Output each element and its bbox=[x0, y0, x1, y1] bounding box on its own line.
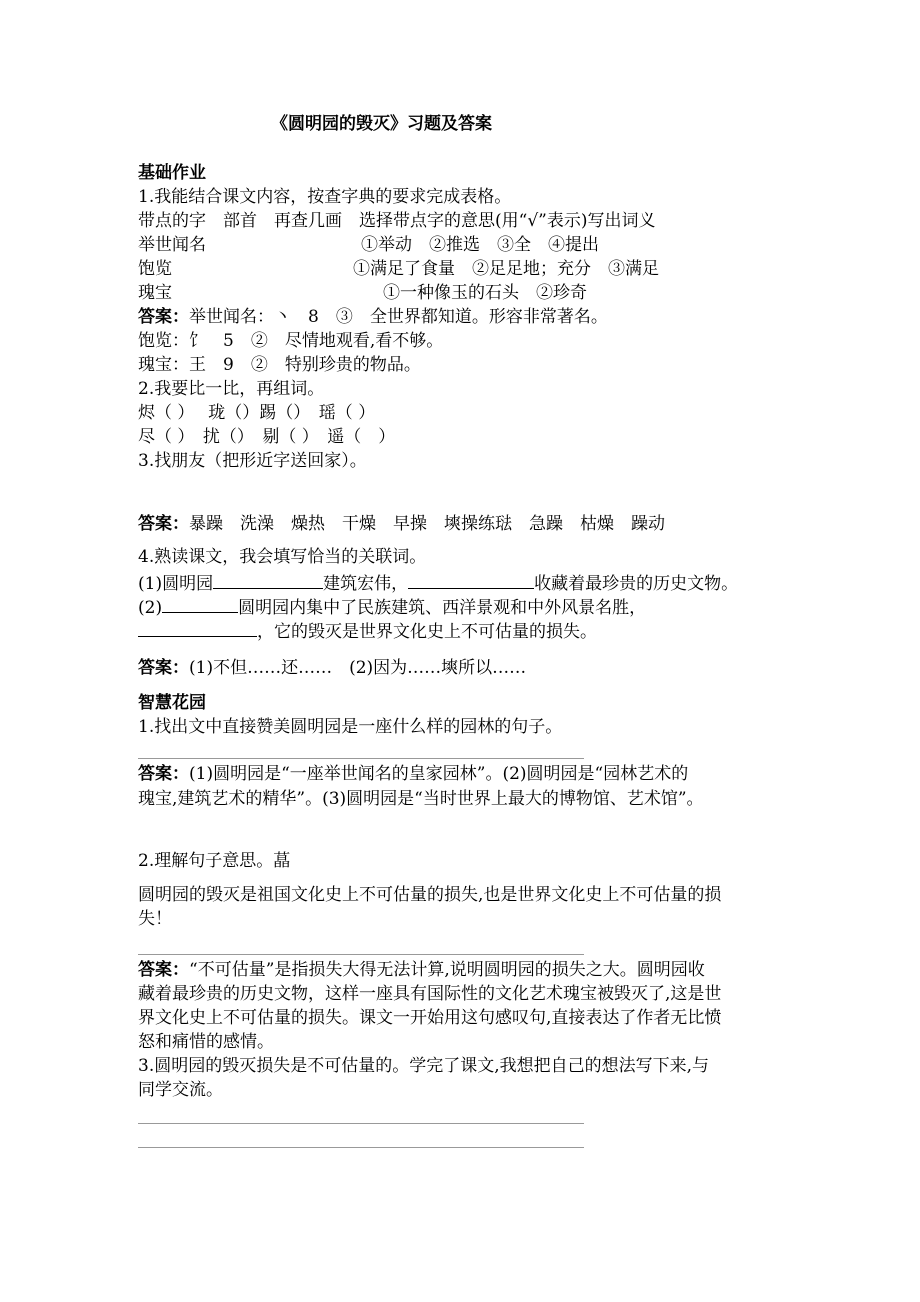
answer-text: 举世闻名：丶 8 ③ 全世界都知道。形容非常著名。 bbox=[189, 307, 608, 327]
question-4: 4.熟读课文，我会填写恰当的关联词。 bbox=[138, 547, 427, 567]
garden-question-1: 1.找出文中直接赞美圆明园是一座什么样的园林的句子。 bbox=[138, 717, 563, 737]
section-heading-basic: 基础作业 bbox=[138, 163, 206, 183]
answer-1b: 饱览：饣 5 ② 尽情地观看,看不够。 bbox=[138, 331, 444, 351]
answer-label: 答案： bbox=[138, 307, 189, 327]
garden-answer-1a bbox=[138, 764, 688, 784]
answer-1a bbox=[138, 307, 608, 327]
blank-line bbox=[138, 620, 257, 637]
answer-text: 暴躁 洗澡 燥热 干燥 早操 塽操练琺 急躁 枯燥 躁动 bbox=[189, 514, 665, 534]
question-1: 1.我能结合课文内容，按查字典的要求完成表格。 bbox=[138, 187, 512, 207]
answer-text: (1)不但……还…… (2)因为……塽所以…… bbox=[189, 658, 527, 678]
question-2-row-1: 烬（ ） 珑（）踢（） 瑶（ ） bbox=[138, 403, 376, 423]
answer-label: 答案： bbox=[138, 764, 189, 784]
table-row-word: 饱览 bbox=[138, 259, 172, 279]
answer-text: “不可估量”是指损失大得无法计算,说明圆明园的损失之大。圆明园收 bbox=[189, 960, 705, 980]
section-heading-garden: 智慧花园 bbox=[138, 693, 206, 713]
table-header: 带点的字 部首 再查几画 选择带点字的意思(用“√”表示)写出词义 bbox=[138, 211, 656, 231]
garden-answer-1b: 瑰宝,建筑艺术的精华”。(3)圆明园是“当时世界上最大的博物馆、艺术馆”。 bbox=[138, 789, 704, 809]
answer-label: 答案： bbox=[138, 514, 189, 534]
document-title: 《圆明园的毁灭》习题及答案 bbox=[271, 114, 492, 134]
question-4-item-1: (1)圆明园 建筑宏伟， 收藏着最珍贵的历史文物。 bbox=[138, 574, 739, 594]
answer-1c: 瑰宝：王 9 ② 特别珍贵的物品。 bbox=[138, 355, 421, 375]
table-row-options: ①举动 ②推选 ③全 ④提出 bbox=[361, 235, 599, 255]
garden-question-2: 2.理解句子意思。蕌 bbox=[138, 851, 291, 871]
answer-4 bbox=[138, 658, 526, 678]
garden-question-3a: 3.圆明园的毁灭损失是不可估量的。学完了课文,我想把自己的想法写下来,与 bbox=[138, 1056, 710, 1076]
answer-label: 答案： bbox=[138, 658, 189, 678]
question-2-row-2: 尽（ ） 扰（） 剔（ ） 遥（ ） bbox=[138, 427, 396, 447]
question-4-item-2-cont: ，它的毁灭是世界文化史上不可估量的损失。 bbox=[138, 620, 597, 642]
table-row-options: ①一种像玉的石头 ②珍奇 bbox=[383, 283, 587, 303]
question-3: 3.找朋友（把形近字送回家）。 bbox=[138, 451, 367, 471]
garden-answer-2b: 藏着最珍贵的历史文物，这样一座具有国际性的文化艺术瑰宝被毁灭了,这是世 bbox=[138, 984, 722, 1004]
table-row-word: 瑰宝 bbox=[138, 283, 172, 303]
answer-line bbox=[138, 1123, 584, 1124]
answer-text: (1)圆明园是“一座举世闻名的皇家园林”。(2)圆明园是“园林艺术的 bbox=[189, 764, 689, 784]
garden-question-3b: 同学交流。 bbox=[138, 1080, 223, 1100]
table-row-word: 举世闻名 bbox=[138, 235, 206, 255]
blank-line bbox=[162, 596, 238, 613]
question-4-item-2: (2) 圆明园内集中了民族建筑、西洋景观和中外风景名胜， bbox=[138, 598, 647, 618]
garden-sentence-a: 圆明园的毁灭是祖国文化史上不可估量的损失,也是世界文化史上不可估量的损 bbox=[138, 885, 722, 905]
garden-answer-2a bbox=[138, 960, 705, 980]
blank-line bbox=[408, 572, 534, 589]
garden-answer-2c: 界文化史上不可估量的损失。课文一开始用这句感叹句,直接表达了作者无比愤 bbox=[138, 1008, 722, 1028]
answer-3 bbox=[138, 514, 665, 534]
question-2: 2.我要比一比，再组词。 bbox=[138, 379, 325, 399]
blank-line bbox=[213, 572, 323, 589]
answer-label: 答案： bbox=[138, 960, 189, 980]
table-row-options: ①满足了食量 ②足足地；充分 ③满足 bbox=[353, 259, 659, 279]
garden-sentence-b: 失！ bbox=[138, 909, 172, 929]
answer-line bbox=[138, 1147, 584, 1148]
answer-line bbox=[138, 758, 584, 759]
answer-line bbox=[138, 954, 584, 955]
garden-answer-2d: 怒和痛惜的感情。 bbox=[138, 1032, 274, 1052]
